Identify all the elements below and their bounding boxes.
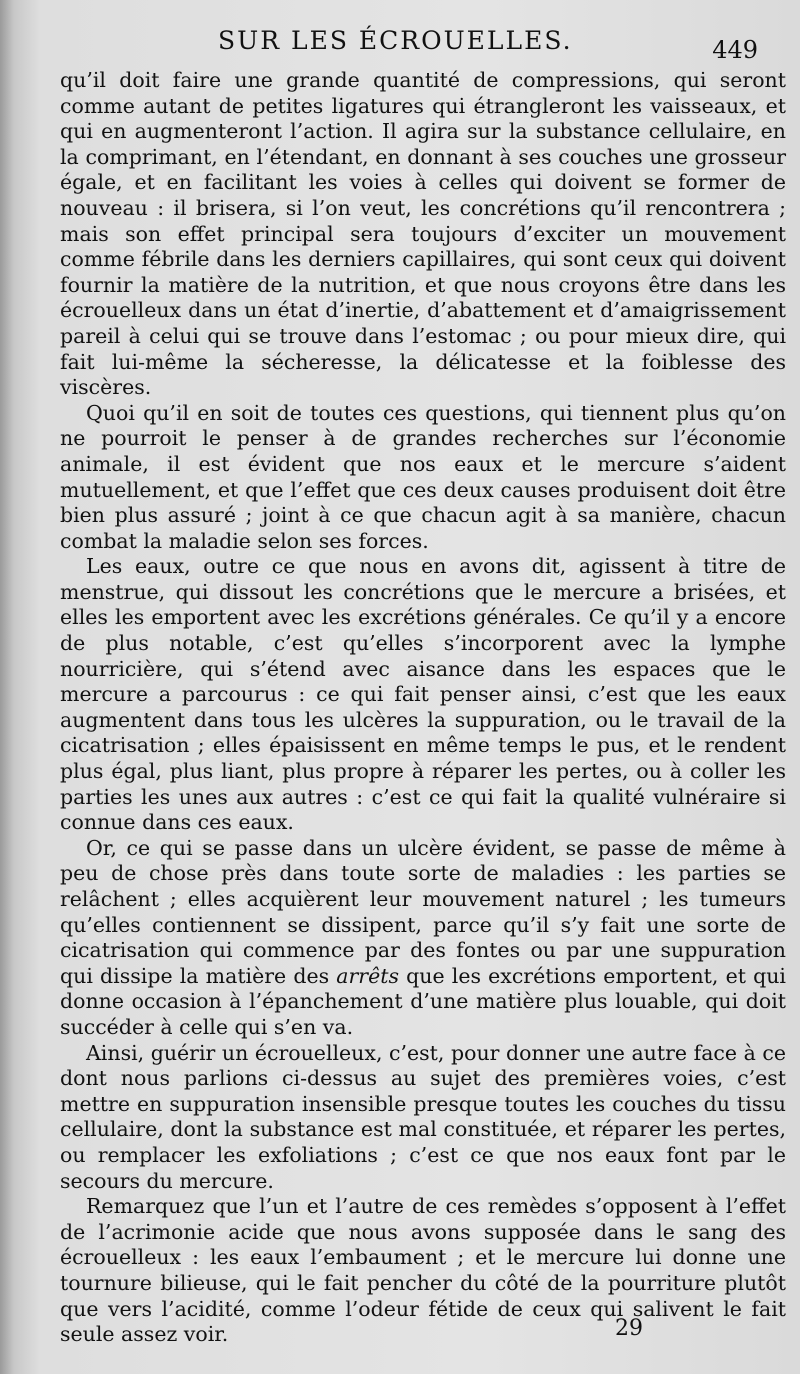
- paragraph-4-before: Or, ce qui se passe dans un ulcère évident, se passe de même à peu de chose près dans toute sorte de maladies : les parties se relâchent ; elles acquièrent leur mouvement naturel ; les tumeurs qu’elles contiennent se dissipent, parce qu’il s’y fait une sorte de cicatrisation qui commence par des fontes ou par une suppuration qui dissipe la matière des: [60, 835, 786, 988]
- paragraph-2: Quoi qu’il en soit de toutes ces questions, qui tiennent plus qu’on ne pourroit le penser à de grandes recherches sur l’économie animale, il est évident que nos eaux et le mercure s’aident mutuellement, et que l’effet que ces deux causes produisent doit être bien plus assuré ; joint à ce que chacun agit à sa manière, chacun combat la maladie selon ses forces.: [60, 400, 786, 553]
- body-text: [60, 68, 786, 1348]
- paragraph-6: Remarquez que l’un et l’autre de ces remèdes s’opposent à l’effet de l’acrimonie acide que nous avons supposée dans le sang des écrouelleux : les eaux l’embaument ; et le mercure lui donne une tournure bilieuse, qui le fait pencher du côté de la pourriture plutôt que vers l’acidité, comme l’odeur fétide de ceux qui salivent le fait seule assez voir.: [60, 1194, 786, 1347]
- paragraph-4: [60, 836, 786, 1041]
- paragraph-1: qu’il doit faire une grande quantité de compressions, qui seront comme autant de petites ligatures qui étrangleront les vaisseaux, et qui en augmenteront l’action. Il agira sur la substance cellulaire, en la comprimant, en l’étendant, en donnant à ses couches une grosseur égale, et en facilitant les voies à celles qui doivent se former de nouveau : il brisera, si l’on veut, les concrétions qu’il rencontrera ; mais son effet principal sera toujours d’exciter un mouvement comme fébrile dans les derniers capillaires, qui sont ceux qui doivent fournir la matière de la nutrition, et que nous croyons être dans les écrouelleux dans un état d’inertie, d’abattement et d’amaigrissement pareil à celui qui se trouve dans l’estomac ; ou pour mieux dire, qui fait lui-même la sécheresse, la délicatesse et la foiblesse des viscères.: [60, 68, 786, 400]
- paragraph-4-after: que les excrétions emportent, et qui donne occasion à l’épanchement d’une matière plus louable, qui doit succéder à celle qui s’en va.: [60, 963, 786, 1039]
- paragraph-3: Les eaux, outre ce que nous en avons dit, agissent à titre de menstrue, qui dissout les concrétions que le mercure a brisées, et elles les emportent avec les excrétions générales. Ce qu’il y a encore de plus notable, c’est qu’elles s’incorporent avec la lymphe nourricière, qui s’étend avec aisance dans les espaces que le mercure a parcourus : ce qui fait penser ainsi, c’est que les eaux augmentent dans tous les ulcères la suppuration, ou le travail de la cicatrisation ; elles épaisissent en même temps le pus, et le rendent plus égal, plus liant, plus propre à réparer les pertes, ou à coller les parties les unes aux autres : c’est ce qui fait la qualité vulnéraire si connue dans ces eaux.: [60, 554, 786, 835]
- page-number: 449: [712, 36, 758, 64]
- signature-mark: 29: [615, 1316, 643, 1341]
- paragraph-5: Ainsi, guérir un écrouelleux, c’est, pour donner une autre face à ce dont nous parlions ci-dessus au sujet des premières voies, c’est mettre en suppuration insensible presque toutes les couches du tissu cellulaire, dont la substance est mal constituée, et réparer les pertes, ou remplacer les exfoliations ; c’est ce que nos eaux font par le secours du mercure.: [60, 1040, 786, 1193]
- page-header: [0, 26, 800, 66]
- running-title: SUR LES ÉCROUELLES.: [218, 26, 573, 55]
- italic-term: arrêts: [336, 963, 399, 988]
